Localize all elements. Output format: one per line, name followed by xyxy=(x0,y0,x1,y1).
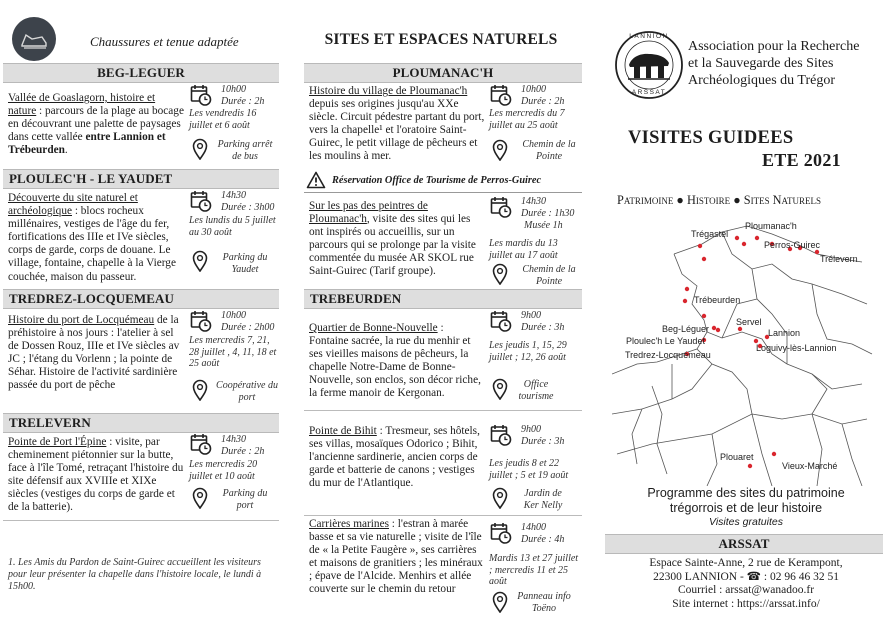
map-label-tregastel: Trégastel xyxy=(691,229,729,239)
calendar-clock-icon xyxy=(490,424,512,446)
association-name: Association pour la Recherche et la Sauvegarde des Sites Archéologiques du Trégor xyxy=(688,39,860,88)
duration-tredrez: Durée : 2h00 xyxy=(221,322,275,333)
duration-ploulech: Durée : 3h00 xyxy=(221,202,275,213)
description-beg-leguer: Vallée de Goaslagorn, histoire et nature : parcours de la plage au bocage en découvrant une palette de paysages dans cette vallée entre Lannion et Trébeurden. xyxy=(8,92,184,157)
calendar-clock-icon xyxy=(190,84,212,106)
visits-year: ETE 2021 xyxy=(762,150,841,170)
section-title-ploulech: PLOULEC'H - LE YAUDET xyxy=(3,169,279,189)
duration-bihit: Durée : 3h xyxy=(521,436,565,447)
time-painters: 14h30 xyxy=(521,196,546,207)
address-block: Espace Sainte-Anne, 2 rue de Kerampont, 22300 LANNION - ☎ : 02 96 46 32 51 Courriel : arssat@wanadoo.fr Site internet : https://arssat.info/ xyxy=(608,557,884,611)
shoe-logo xyxy=(12,17,56,61)
location-pin-icon xyxy=(192,379,208,401)
divider xyxy=(304,515,582,516)
dates-beg-leguer: Les vendredis 16 juillet et 6 août xyxy=(189,108,257,131)
description-trelevern: Pointe de Port l'Épine : visite, par cheminement piétonnier sur la butte, face à l'île Tomé, retraçant l'histoire du site défensif aux XVIIIe et XIXe siècles (vestiges du corps de garde et de la batterie). xyxy=(8,436,184,514)
dates-painters: Les mardis du 13 juillet au 17 août xyxy=(489,238,558,261)
calendar-clock-icon xyxy=(490,196,512,218)
description-ploumanach: Histoire du village de Ploumanac'h depuis ses origines jusqu'au XXe siècle. Circuit pédestre partant du port, vers la chapelle¹ et l'oratoire Saint-Guirec, le petit village de pêcheurs et les moulins à mer. xyxy=(309,85,485,163)
dates-ploumanach: Les mercredis du 7 juillet au 25 août xyxy=(489,108,565,131)
description-bonne-nouvelle: Quartier de Bonne-Nouvelle : Fontaine sacrée, la rue du menhir et ses vieilles maisons de pêcheurs, la chapelle Notre-Dame de Bonne-Nouvelle, son enclos, son décor riche, la ferme manoir de Kergonan. xyxy=(309,322,481,400)
dates-bonne-nouvelle: Les jeudis 1, 15, 29 juillet ; 12, 26 août xyxy=(489,340,567,363)
location-pin-icon xyxy=(492,263,508,285)
phone-number: 02 96 46 32 51 xyxy=(769,570,839,583)
meeting-place-ploumanach: Chemin de la Pointe xyxy=(522,139,576,162)
section-title-beg-leguer: BEG-LEGUER xyxy=(3,63,279,83)
dates-bihit: Les jeudis 8 et 22 juillet ; 5 et 19 août xyxy=(489,458,569,481)
warning-icon xyxy=(306,171,326,189)
calendar-clock-icon xyxy=(190,190,212,212)
map-label-lannion: Lannion xyxy=(768,328,801,338)
calendar-clock-icon xyxy=(490,310,512,332)
divider xyxy=(3,520,279,521)
website: Site internet : https://arssat.info/ xyxy=(672,597,820,610)
meeting-place-bihit: Jardin de Ker Nelly xyxy=(523,488,563,511)
description-bihit: Pointe de Bihit : Tresmeur, ses hôtels, ses villas, mosaïques Odorico ; Bihit, l'ancienne sardinerie, ancien corps de garde et batterie de canons ; vestiges du mur de l'Atlantique. xyxy=(309,425,480,490)
time-ploumanach: 10h00 xyxy=(521,84,546,95)
arssat-logo xyxy=(614,30,684,100)
location-pin-icon xyxy=(192,138,208,160)
time-tredrez: 10h00 xyxy=(221,310,246,321)
map-label-tredrez: Tredrez-Locquémeau xyxy=(625,350,711,360)
visits-title: VISITES GUIDEES xyxy=(628,128,794,148)
arssat-band: ARSSAT xyxy=(605,534,883,554)
footwear-note: Chaussures et tenue adaptée xyxy=(90,34,239,49)
column-header: SITES ET ESPACES NATURELS xyxy=(324,31,558,48)
address-line: Espace Sainte-Anne, 2 rue de Kerampont, xyxy=(649,557,843,569)
reservation-note: Réservation Office de Tourisme de Perros-Guirec xyxy=(332,175,542,186)
dates-tredrez: Les mercredis 7, 21, 28 juillet , 4, 11, 18 et 25 août xyxy=(189,335,277,370)
time-beg-leguer: 10h00 xyxy=(221,84,246,95)
logo-text-bottom: ARSSAT xyxy=(631,89,667,96)
map-label-plouaret: Plouaret xyxy=(720,452,754,462)
bullet-icon: ● xyxy=(676,193,684,207)
free-visits: Visites gratuites xyxy=(709,516,783,528)
duration-painters: Durée : 1h30 xyxy=(521,208,575,219)
section-title-trebeurden: TREBEURDEN xyxy=(304,289,582,309)
meeting-place-painters: Chemin de la Pointe xyxy=(522,264,576,287)
calendar-clock-icon xyxy=(190,433,212,455)
phone-icon: ☎ xyxy=(746,570,761,583)
map-label-beg-leguer: Beg-Léguer xyxy=(662,324,710,334)
duration-beg-leguer: Durée : 2h xyxy=(221,96,265,107)
dates-carrieres: Mardis 13 et 27 juillet ; mercredis 11 et 25 août xyxy=(489,553,579,588)
map-label-ploumanach: Ploumanac'h xyxy=(745,221,797,231)
dates-ploulech: Les lundis du 5 juillet au 30 août xyxy=(189,215,276,238)
meeting-place-bonne-nouvelle: Office tourisme xyxy=(518,379,554,402)
map-label-vieux-marche: Vieux-Marché xyxy=(782,461,838,471)
meeting-place-beg-leguer: Parking arrêt de bus xyxy=(217,139,273,162)
description-carrieres: Carrières marines : l'estran à marée basse et sa vie naturelle ; visite de l'île de « la Petite Faugère », ses carrières et maisons de granitiers ; les minéraux ; épave de l'Alcide. Menhirs et allée couverte sur le chemin du retour xyxy=(309,518,483,596)
tagline: Patrimoine ● Histoire ● Sites Naturels xyxy=(617,193,822,207)
bullet-icon: ● xyxy=(733,193,741,207)
map-label-perros-guirec: Perros-Guirec xyxy=(764,240,821,250)
map-label-trebeurden: Trébeurden xyxy=(694,295,741,305)
time-ploulech: 14h30 xyxy=(221,190,246,201)
time-carrieres: 14h00 xyxy=(521,522,546,533)
divider xyxy=(304,410,582,411)
location-pin-icon xyxy=(492,591,508,613)
duration-ploumanach: Durée : 2h xyxy=(521,96,565,107)
dates-trelevern: Les mercredis 20 juillet et 10 août xyxy=(189,459,258,482)
divider xyxy=(304,192,582,193)
location-pin-icon xyxy=(492,139,508,161)
email: Courriel : arssat@wanadoo.fr xyxy=(677,584,815,596)
time-bihit: 9h00 xyxy=(521,424,541,435)
time-trelevern: 14h30 xyxy=(221,434,246,445)
calendar-clock-icon xyxy=(190,310,212,332)
map-label-servel: Servel xyxy=(736,317,762,327)
description-ploulech: Découverte du site naturel et archéologique : blocs rocheux millénaires, vestiges de l'âge du fer, fortifications des IIIe et IVe siècles, corps de garde, corps de douane. Le village, fontaine, chapelle à la Vierge couchée, maison du passeur. xyxy=(8,192,176,283)
duration-bonne-nouvelle: Durée : 3h xyxy=(521,322,565,333)
map-label-ploulech: Ploulec'h Le Yaudet xyxy=(626,336,705,346)
section-title-trelevern: TRELEVERN xyxy=(3,413,279,433)
description-painters: Sur les pas des peintres de Ploumanac'h, visite des sites qui les ont inspirés ou accueillis, sur un parcours qui se prolonge par la visite commentée du musée AR SKOL rue Saint-Guirec (Tarif groupe). xyxy=(309,200,476,278)
map-label-loguivy: Loguivy-lès-Lannion xyxy=(756,343,837,353)
meeting-place-tredrez: Coopérative du port xyxy=(216,380,278,403)
map-label-trelevern: Trélevern xyxy=(820,254,858,264)
calendar-clock-icon xyxy=(490,522,512,544)
section-title-ploumanach: PLOUMANAC'H xyxy=(304,63,582,83)
location-pin-icon xyxy=(192,250,208,272)
logo-text-top: LANNION xyxy=(629,33,669,40)
location-pin-icon xyxy=(192,487,208,509)
footnote: 1. Les Amis du Pardon de Saint-Guirec accueillent les visiteurs pour leur présenter la chapelle dans l'histoire locale, le lundi à 15h00. xyxy=(8,557,262,592)
location-pin-icon xyxy=(492,378,508,400)
section-title-tredrez: TREDREZ-LOCQUEMEAU xyxy=(3,289,279,309)
duration-carrieres: Durée : 4h xyxy=(521,534,565,545)
duration-museum: Musée 1h xyxy=(524,220,563,231)
location-pin-icon xyxy=(492,487,508,509)
calendar-clock-icon xyxy=(490,84,512,106)
time-bonne-nouvelle: 9h00 xyxy=(521,310,541,321)
description-tredrez: Histoire du port de Locquémeau de la préhistoire à nos jours : l'atelier à sel de Dossen Rouz, IIIe et IVe siècles av JC ; l'étang du Vorlenn ; la pointe de Séhar. Histoire de l'activité sardinière passée du port de pêche xyxy=(8,314,180,392)
program-title: Programme des sites du patrimoine trégorrois et de leur histoire xyxy=(647,486,845,515)
meeting-place-ploulech: Parking du Yaudet xyxy=(222,252,268,275)
meeting-place-carrieres: Panneau info Toëno xyxy=(517,591,571,614)
duration-trelevern: Durée : 2h xyxy=(221,446,265,457)
meeting-place-trelevern: Parking du port xyxy=(222,488,268,511)
